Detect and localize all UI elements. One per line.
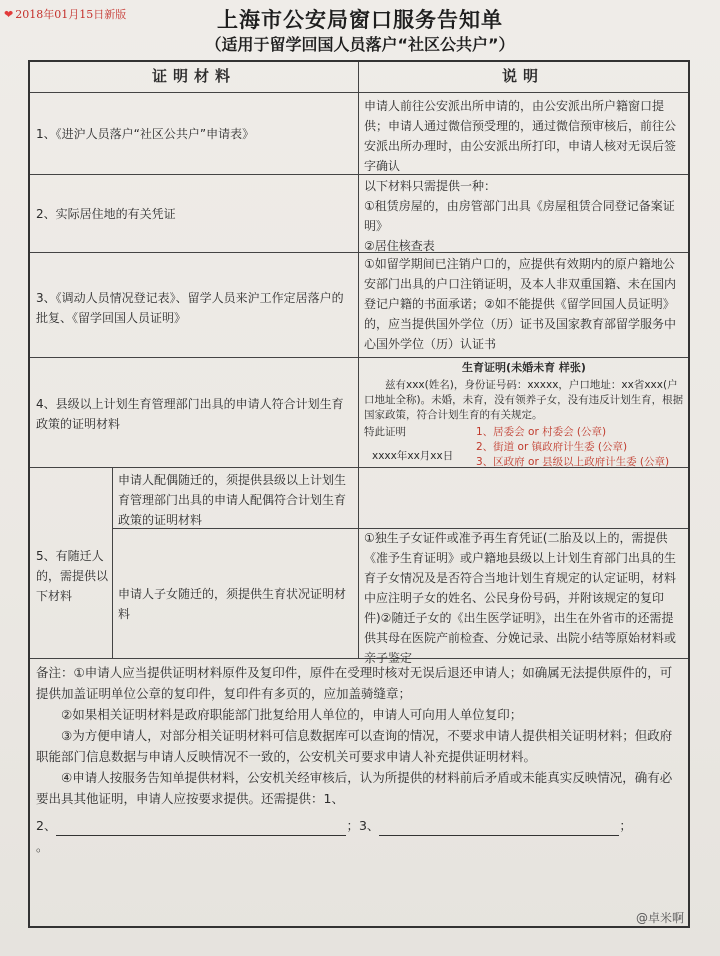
- row1-description: 申请人前往公安派出所申请的，由公安派出所户籍窗口提供；申请人通过微信预受理的，通过微信预审核后，前往公安派出所办理时，由公安派出所打印，申请人核对无误后签字确认: [364, 99, 677, 173]
- page-subtitle: （适用于留学回国人员落户“社区公共户”）: [205, 35, 515, 54]
- blank-end-mark: ；: [619, 818, 632, 833]
- date-stamp-text: 2018年01月15日新版: [15, 8, 127, 21]
- requirements-table: [28, 60, 690, 928]
- row2-material: 2、实际居住地的有关凭证: [36, 207, 176, 221]
- row2-desc-line: ①租赁房屋的，由房管部门出具《房屋租赁合同登记备案证明》: [364, 199, 675, 233]
- row3-description: ①如留学期间已注销户口的，应提供有效期内的原户籍地公安部门出具的户口注销证明，及本人非双重国籍、未在国内登记户籍的书面承诺；②如不能提供《留学回国人员证明》的，应当提供国外学位（历）证书及国家教育部留学服务中心国外学位（历）认证书: [364, 257, 677, 351]
- certificate-seal: 2、街道 or 镇政府计生委 (公章): [476, 441, 628, 453]
- note-blanks: [36, 815, 682, 836]
- row3-material: 3、《调动人员情况登记表》、留学人员来沪工作定居落户的批复、《留学回国人员证明》: [36, 291, 344, 325]
- note-3: ③为方便申请人，对部分相关证明材料可信息数据库可以查询的情况，不要求申请人提供相关证明材料；但政府职能部门信息数据与申请人反映情况不一致的，公安机关可要求申请人补充提供证明材料。: [36, 728, 673, 764]
- row2-desc-line: 以下材料只需提供一种：: [364, 179, 497, 193]
- column-header-materials: 证明材料: [151, 67, 236, 85]
- certificate-seal: 1、居委会 or 村委会 (公章): [476, 426, 607, 438]
- column-header-description: 说明: [501, 67, 544, 85]
- certificate-title: 生育证明(未婚未育 样张): [462, 361, 586, 374]
- heart-icon: ❤: [4, 8, 14, 21]
- row2-description: [364, 176, 682, 256]
- blank-label-2: 2、: [36, 818, 57, 833]
- certificate-date: xxxx年xx月xx日: [372, 450, 454, 462]
- row4-material: 4、县级以上计划生育管理部门出具的申请人符合计划生育政策的证明材料: [36, 397, 344, 431]
- row5-label: 5、有随迁人的，需提供以下材料: [36, 549, 109, 603]
- birth-certificate-sample: [364, 358, 684, 471]
- page-title: 上海市公安局窗口服务告知单: [217, 8, 503, 32]
- note-1: 备注：①申请人应当提供证明材料原件及复印件，原件在受理时核对无误后退还申请人；如确属无法提供原件的，可提供加盖证明单位公章的复印件，复印件有多页的，应加盖骑缝章；: [36, 665, 673, 701]
- notes-section: [36, 662, 682, 857]
- blank-field-2: [56, 821, 346, 836]
- notes-end-mark: 。: [36, 839, 49, 854]
- row5-spouse-material: 申请人配偶随迁的，须提供县级以上计划生育管理部门出具的申请人配偶符合计划生育政策的证明材料: [118, 473, 347, 527]
- certificate-seal: 3、区政府 or 县级以上政府计生委 (公章): [476, 456, 670, 468]
- row1-material: 1、《进沪人员落户“社区公共户”申请表》: [36, 127, 255, 141]
- row2-desc-line: ②居住核查表: [364, 239, 435, 253]
- note-2: ②如果相关证明材料是政府职能部门批复给用人单位的，申请人可向用人单位复印；: [61, 707, 523, 722]
- blank-field-3: [379, 821, 619, 836]
- certificate-special: 特此证明: [364, 426, 406, 438]
- row5-children-material: 申请人子女随迁的，须提供生育状况证明材料: [118, 587, 347, 621]
- row5-children-description: ①独生子女证件或准予再生育凭证(二胎及以上的，需提供《准予生育证明》或户籍地县级以上计划生育部门出具的生育子女情况及是否符合当地计划生育规定的认定证明，材料中应注明子女的姓名、公民身份号码，并附该规定的复印件)②随迁子女的《出生医学证明》，出生在外省市的还需提供其母在医院产前检查、分娩记录、出院小结等原始材料或亲子鉴定: [364, 531, 677, 665]
- certificate-body: 兹有xxx(姓名)，身份证号码：xxxxx，户口地址：xx省xxx(户口地址全称)。未婚，未育，没有领养子女，没有违反计划生育，根据国家政策，符合计划生育的有关规定。: [364, 379, 684, 421]
- note-4: ④申请人按服务告知单提供材料，公安机关经审核后，认为所提供的材料前后矛盾或未能真实反映情况，确有必要出具其他证明，申请人应按要求提供。还需提供：1、: [36, 770, 673, 806]
- blank-label-3: ；3、: [346, 818, 380, 833]
- watermark: @卓米啊: [635, 911, 684, 925]
